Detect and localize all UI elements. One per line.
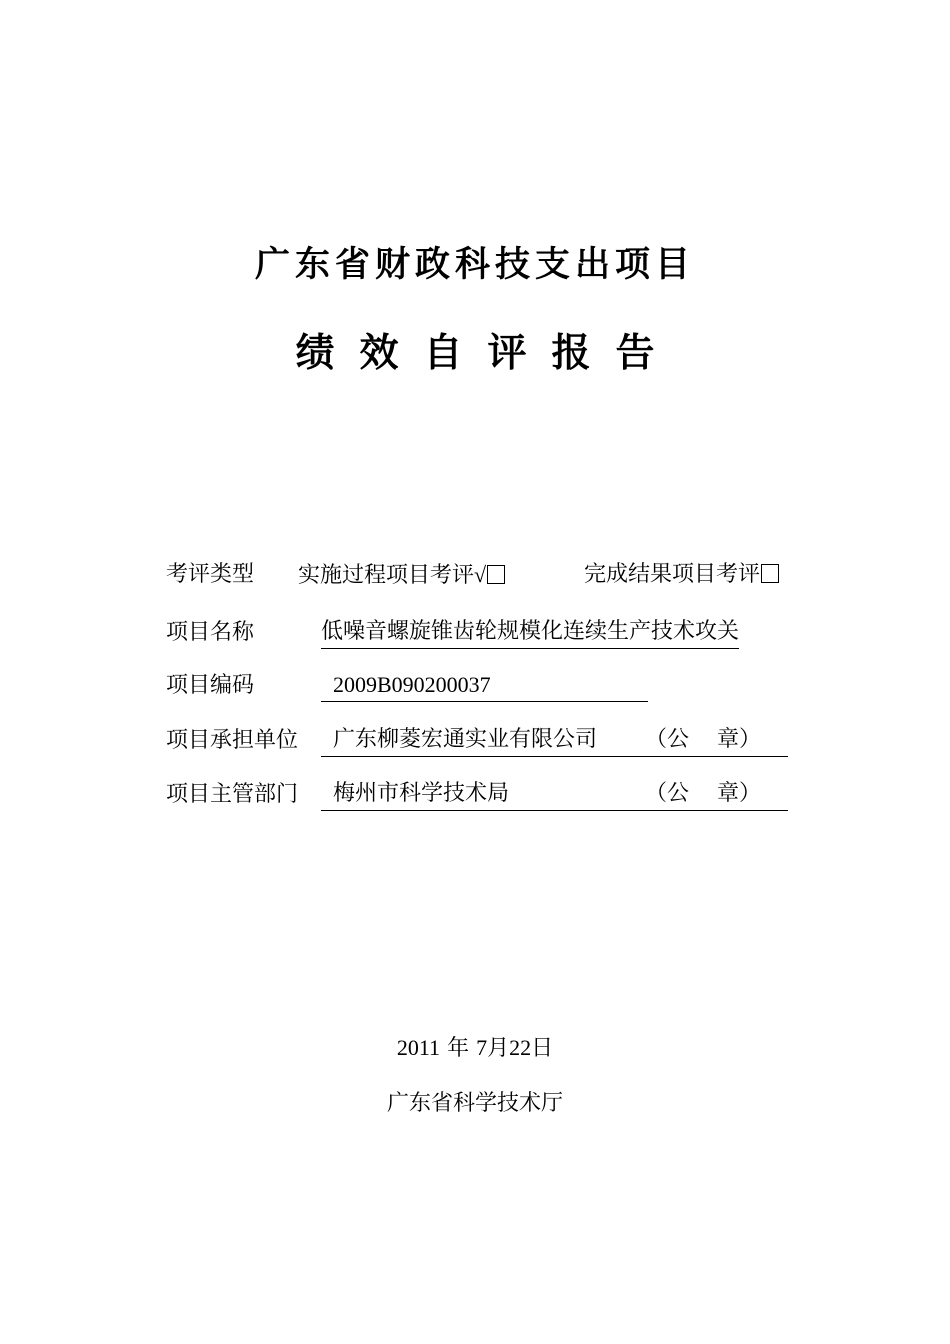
eval-option-process — [298, 558, 505, 593]
project-name-label: 项目名称 — [166, 620, 255, 645]
eval-option-result — [584, 558, 779, 592]
undertaking-unit-value: 广东柳菱宏通实业有限公司 — [333, 727, 598, 752]
project-code-row — [166, 669, 656, 703]
report-date — [0, 1031, 950, 1066]
undertaking-unit-label: 项目承担单位 — [166, 728, 299, 753]
supervising-dept-row — [166, 778, 796, 812]
date-month-unit: 月 — [487, 1036, 510, 1061]
supervising-dept-value: 梅州市科学技术局 — [333, 781, 510, 806]
project-name-value: 低噪音螺旋锥齿轮规模化连续生产技术攻关 — [321, 616, 739, 649]
date-day-unit: 日 — [531, 1036, 554, 1061]
project-code-value: 2009B090200037 — [321, 669, 648, 702]
supervising-dept-label: 项目主管部门 — [166, 782, 299, 807]
date-day: 22 — [509, 1035, 532, 1060]
undertaking-unit-seal: （公 章） — [645, 727, 761, 752]
supervising-dept-field — [321, 778, 788, 811]
undertaking-unit-row — [166, 724, 796, 758]
date-month: 7 — [476, 1035, 488, 1060]
checkbox-process[interactable] — [487, 565, 505, 584]
checkbox-result[interactable] — [761, 564, 779, 583]
project-code-label: 项目编码 — [166, 673, 255, 698]
eval-option-process-label: 实施过程项目考评 — [298, 563, 475, 588]
eval-type-label: 考评类型 — [166, 562, 255, 587]
issuer: 广东省科学技术厅 — [386, 1091, 563, 1116]
undertaking-unit-field — [321, 724, 788, 757]
date-year-unit: 年 — [447, 1036, 470, 1061]
report-title-line1: 广东省财政科技支出项目 — [254, 245, 695, 285]
supervising-dept-seal: （公 章） — [645, 781, 761, 806]
project-name-row — [166, 616, 786, 650]
eval-option-result-label: 完成结果项目考评 — [584, 562, 761, 587]
report-title-line2: 绩效自评报告 — [295, 331, 680, 376]
date-year: 2011 — [396, 1035, 441, 1060]
checkmark-icon: √ — [474, 562, 487, 587]
eval-type-row — [166, 558, 806, 592]
